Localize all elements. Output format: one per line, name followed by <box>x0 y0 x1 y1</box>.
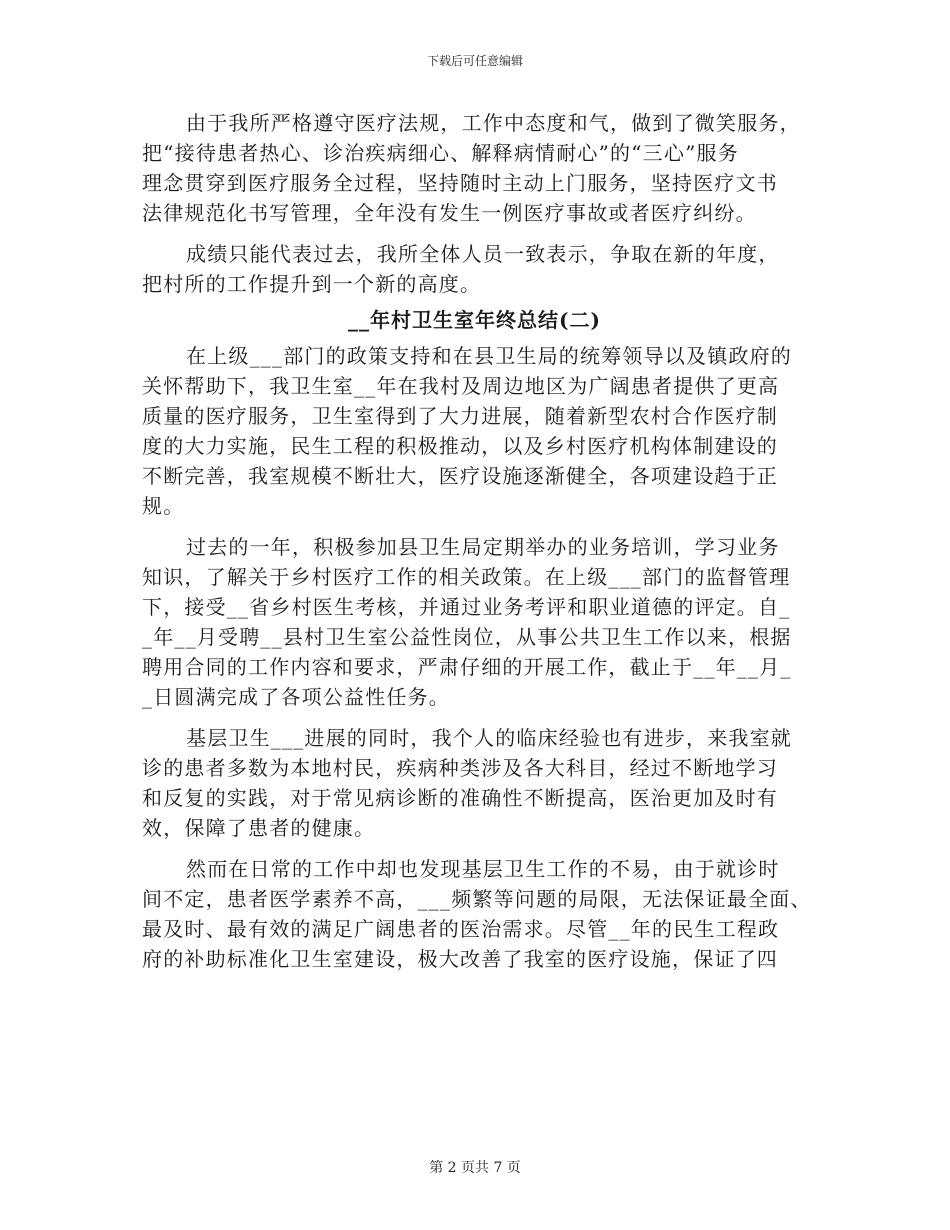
text-line: 诊的患者多数为本地村民，疾病种类涉及各大科目，经过不断地学习 <box>142 756 778 780</box>
text-line: 在上级___部门的政策支持和在县卫生局的统筹领导以及镇政府的 <box>186 344 792 368</box>
paragraph-6 <box>142 854 812 974</box>
section-title: __年村卫生室年终总结(二) <box>348 308 601 332</box>
paragraph-5 <box>142 723 807 843</box>
text-line: 成绩只能代表过去，我所全体人员一致表示，争取在新的年度， <box>186 242 780 266</box>
paragraph-4 <box>142 532 807 712</box>
page-header: 下载后可任意编辑 <box>426 54 523 68</box>
paragraph-1 <box>142 108 807 228</box>
text-line: 由于我所严格遵守医疗法规，工作中态度和气，做到了微笑服务， <box>186 111 801 135</box>
text-line: 把“接待患者热心、诊治疾病细心、解释病情耐心”的“三心”服务 <box>142 141 739 165</box>
text-line: 间不定，患者医学素养不高，___频繁等问题的局限，无法保证最全面、 <box>142 887 812 911</box>
text-line: 基层卫生___进展的同时，我个人的临床经验也有进步，来我室就 <box>186 726 792 750</box>
text-line: _年__月受聘__县村卫生室公益性岗位，从事公共卫生工作以来，根据 <box>142 625 792 649</box>
text-line: 和反复的实践，对于常见病诊断的准确性不断提高，医治更加及时有 <box>142 786 778 810</box>
text-line: 规。 <box>142 494 185 518</box>
text-line: 不断完善，我室规模不断壮大，医疗设施逐渐健全，各项建设趋于正 <box>142 464 778 488</box>
text-line: 度的大力实施，民生工程的积极推动，以及乡村医疗机构体制建设的 <box>142 434 778 458</box>
text-line: 关怀帮助下，我卫生室__年在我村及周边地区为广阔患者提供了更高 <box>142 374 780 398</box>
text-line: 最及时、最有效的满足广阔患者的医治需求。尽管__年的民生工程政 <box>142 917 780 941</box>
text-line: 质量的医疗服务，卫生室得到了大力进展，随着新型农村合作医疗制 <box>142 404 778 428</box>
text-line: 法律规范化书写管理，全年没有发生一例医疗事故或者医疗纠纷。 <box>142 201 757 225</box>
text-line: 知识，了解关于乡村医疗工作的相关政策。在上级___部门的监督管理 <box>142 565 791 589</box>
text-line: 效，保障了患者的健康。 <box>142 816 376 840</box>
text-line: 聘用合同的工作内容和要求，严肃仔细的开展工作，截止于__年__月_ <box>142 655 792 679</box>
paragraph-2 <box>142 239 807 299</box>
text-line: 把村所的工作提升到一个新的高度。 <box>142 272 482 296</box>
text-line: 过去的一年，积极参加县卫生局定期举办的业务培训，学习业务 <box>186 535 780 559</box>
document-body <box>142 108 812 974</box>
text-line: 府的补助标准化卫生室建设，极大改善了我室的医疗设施，保证了四 <box>142 947 778 971</box>
page-footer: 第 2 页共 7 页 <box>429 1160 521 1176</box>
text-line: 理念贯穿到医疗服务全过程，坚持随时主动上门服务，坚持医疗文书 <box>142 171 778 195</box>
paragraph-3 <box>142 341 807 521</box>
text-line: _日圆满完成了各项公益性任务。 <box>142 685 450 709</box>
text-line: 下，接受__省乡村医生考核，并通过业务考评和职业道德的评定。自_ <box>142 595 791 619</box>
text-line: 然而在日常的工作中却也发现基层卫生工作的不易，由于就诊时 <box>186 857 780 881</box>
